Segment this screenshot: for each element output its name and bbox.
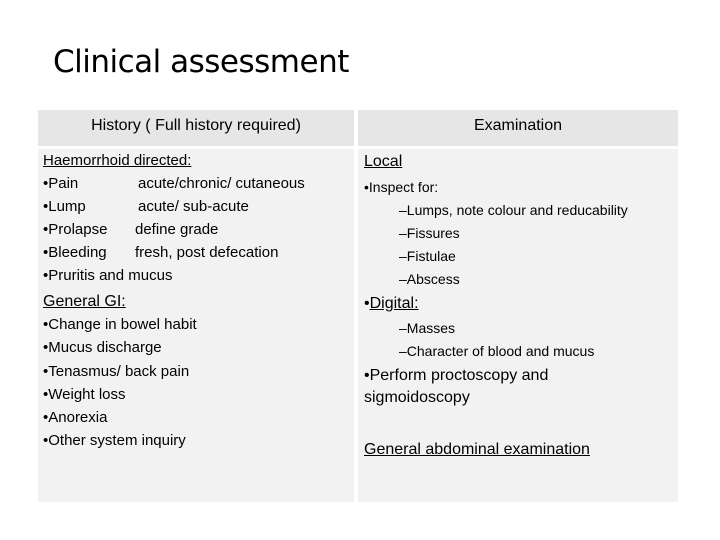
symptom-name: •Prolapse (43, 221, 108, 238)
inspect-item: –Lumps, note colour and reducability (399, 202, 628, 218)
inspect-label: •Inspect for: (364, 179, 439, 195)
symptom-detail: define grade (135, 221, 219, 238)
digital-bullet: • (364, 295, 370, 312)
proctoscopy-line-2: sigmoidoscopy (364, 389, 470, 406)
general-gi-item: •Weight loss (43, 386, 126, 403)
general-gi-item: •Mucus discharge (43, 339, 162, 356)
inspect-item: –Abscess (399, 271, 460, 287)
digital-item: –Character of blood and mucus (399, 343, 595, 359)
digital-line (364, 295, 419, 313)
general-gi-item: •Tenasmus/ back pain (43, 363, 190, 380)
symptom-name: •Bleeding (43, 244, 107, 261)
symptom-name: •Pain (43, 175, 79, 192)
page-title: Clinical assessment (53, 44, 349, 80)
assessment-table (38, 110, 678, 502)
digital-item: –Masses (399, 320, 456, 336)
examination-column (358, 149, 678, 502)
symptom-detail: fresh, post defecation (135, 244, 279, 261)
haemorrhoid-heading: Haemorrhoid directed: (43, 152, 192, 169)
general-gi-item: •Change in bowel habit (43, 316, 197, 333)
proctoscopy-line-1: •Perform proctoscopy and (364, 367, 549, 384)
general-gi-item: •Other system inquiry (43, 432, 186, 449)
history-header: History ( Full history required) (38, 110, 354, 146)
digital-label: Digital: (369, 295, 419, 312)
symptom-name: •Lump (43, 198, 86, 215)
local-heading: Local (364, 153, 403, 170)
general-abdominal-exam: General abdominal examination (364, 441, 590, 458)
inspect-item: –Fissures (399, 225, 460, 241)
examination-header: Examination (358, 110, 678, 146)
symptom-detail: acute/chronic/ cutaneous (138, 175, 305, 192)
pruritis-item: •Pruritis and mucus (43, 267, 173, 284)
symptom-detail: acute/ sub-acute (138, 198, 249, 215)
general-gi-heading: General GI: (43, 293, 126, 310)
history-column (38, 149, 354, 502)
general-gi-item: •Anorexia (43, 409, 108, 426)
inspect-item: –Fistulae (399, 248, 456, 264)
